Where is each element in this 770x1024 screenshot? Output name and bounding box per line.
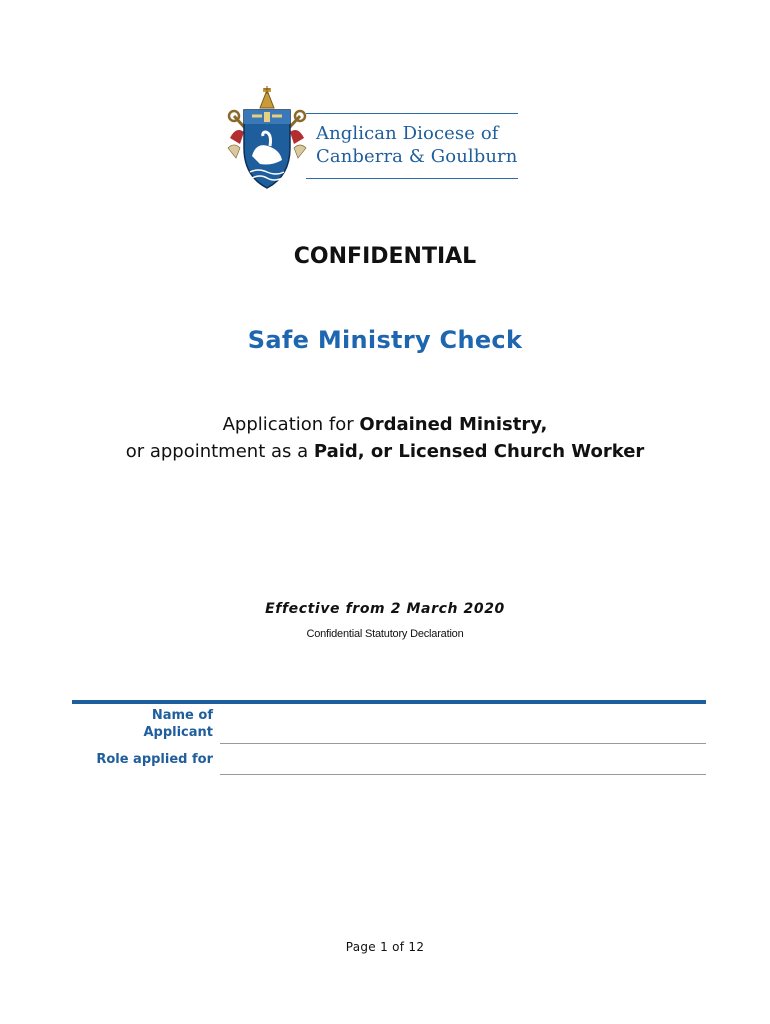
name-label-line1: Name of	[151, 708, 213, 723]
application-line-2	[0, 441, 770, 462]
diocese-crest-icon	[226, 86, 308, 192]
role-applied-for-label: Role applied for	[96, 752, 213, 767]
document-title: Safe Ministry Check	[247, 326, 523, 354]
diocese-name-line1: Anglican Diocese of	[316, 123, 499, 144]
name-label-line2: Applicant	[143, 725, 213, 740]
statutory-declaration-label: Confidential Statutory Declaration	[306, 628, 464, 640]
name-of-applicant-label	[143, 707, 213, 741]
diocese-name-line2: Canberra & Goulburn	[316, 146, 518, 167]
diocese-name	[316, 122, 517, 168]
form-top-rule	[72, 700, 706, 704]
confidential-heading: CONFIDENTIAL	[293, 244, 477, 269]
application-line-1-bold: Ordained Ministry,	[359, 414, 548, 435]
page-number: Page 1 of 12	[345, 940, 425, 954]
application-line-2-bold: Paid, or Licensed Church Worker	[313, 441, 645, 462]
logo-bottom-rule	[306, 178, 518, 179]
effective-date: Effective from 2 March 2020	[265, 601, 505, 617]
diocese-logo	[226, 86, 518, 194]
application-line-1	[0, 414, 770, 435]
application-line-1-prefix: Application for	[222, 414, 360, 435]
application-line-2-prefix: or appointment as a	[125, 441, 314, 462]
role-applied-for-field[interactable]	[220, 774, 706, 775]
logo-top-rule	[306, 113, 518, 114]
name-of-applicant-field[interactable]	[220, 743, 706, 744]
